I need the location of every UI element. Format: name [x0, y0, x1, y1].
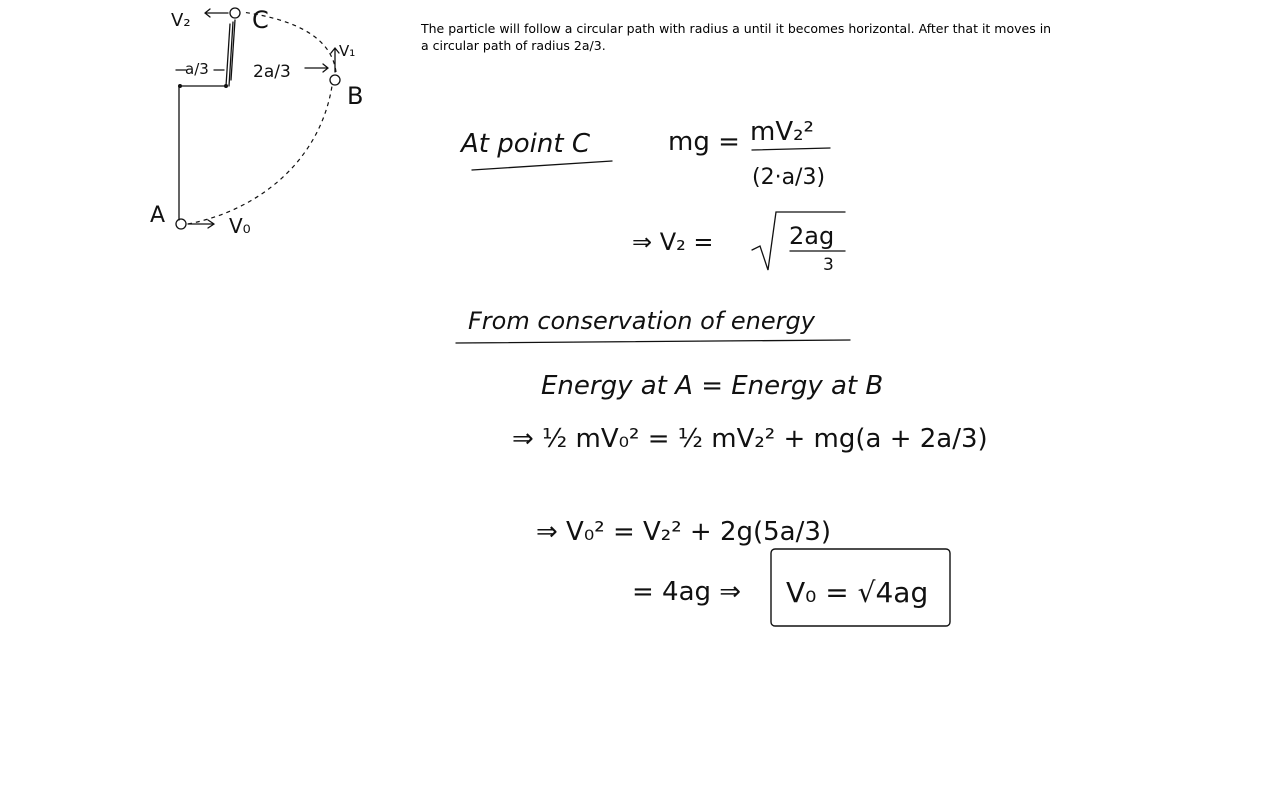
eq2-denominator: 3 — [823, 255, 834, 275]
explanation-text: The particle will follow a circular path with radius a until it becomes horizontal. After that it moves in a circular path of radius 2a/3. — [421, 21, 1052, 53]
label-v0: V₀ — [229, 214, 251, 238]
label-v2: V₂ — [171, 10, 191, 31]
label-v1: V₁ — [339, 42, 356, 60]
trajectory-dashed — [188, 12, 336, 224]
dim-2a3 — [305, 64, 328, 72]
solution — [456, 117, 988, 626]
eq2-lhs: ⇒ V₂ = — [632, 228, 714, 256]
eq4: ⇒ V₀² = V₂² + 2g(5a/3) — [536, 517, 832, 547]
label-a-third: a/3 — [185, 60, 209, 78]
eq1-denominator: (2·a/3) — [752, 165, 826, 190]
eq1-lhs: mg = — [668, 127, 740, 157]
arrow-v0 — [188, 220, 214, 228]
string-to-c — [226, 20, 235, 86]
final-answer: V₀ = √4ag — [786, 576, 929, 609]
pendulum-diagram — [150, 6, 363, 238]
heading-point-c: At point C — [461, 129, 590, 159]
label-two-a-third: 2a/3 — [253, 62, 291, 82]
eq3: ⇒ ½ mV₀² = ½ mV₂² + mg(a + 2a/3) — [512, 424, 988, 454]
heading-point-c-underline — [472, 161, 612, 170]
arrow-v2 — [205, 9, 228, 17]
eq5-lhs: = 4ag ⇒ — [632, 577, 742, 607]
eq1-numerator: mV₂² — [750, 117, 814, 147]
bob-b — [330, 75, 340, 85]
arrow-v1 — [331, 48, 339, 72]
label-b: B — [347, 82, 364, 110]
label-c: C — [252, 6, 269, 34]
eq1-fraction-bar — [752, 148, 830, 150]
label-a: A — [150, 203, 166, 228]
eq2-numerator: 2ag — [789, 222, 835, 250]
peg-dot-left — [178, 84, 182, 88]
bob-a — [176, 219, 186, 229]
heading-energy-underline — [456, 340, 850, 343]
energy-statement: Energy at A = Energy at B — [541, 371, 884, 401]
bob-c — [230, 8, 240, 18]
heading-energy: From conservation of energy — [468, 307, 815, 335]
